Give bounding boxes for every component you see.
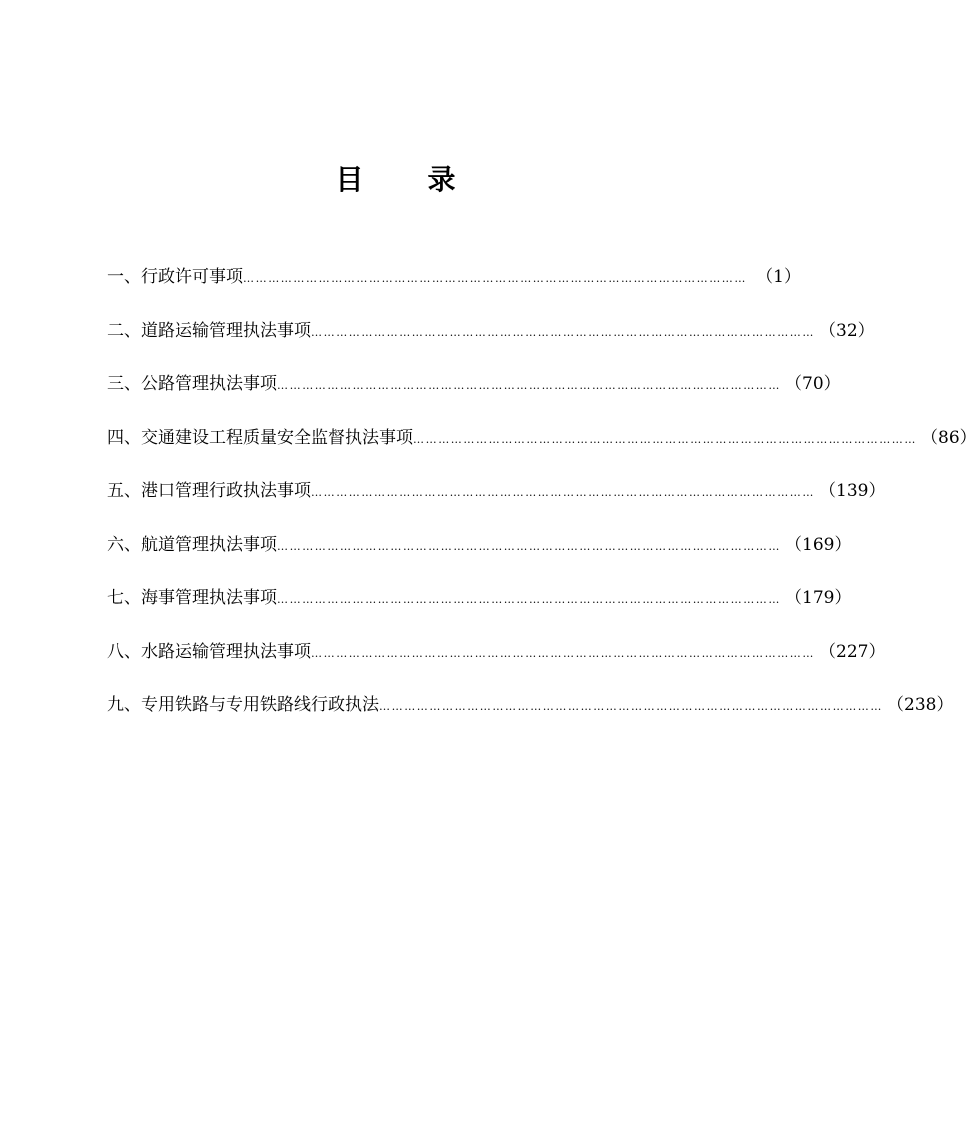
toc-leader-dots: …………………………………………………………………………………………………………: [277, 593, 781, 606]
toc-page-number: （179）: [785, 588, 852, 608]
title-char-2: 录: [427, 163, 458, 196]
toc-page-number: （1）: [756, 267, 801, 287]
toc-page-number: （227）: [819, 641, 886, 662]
toc-page-number: （169）: [785, 534, 852, 555]
toc-entry-2[interactable]: [107, 316, 875, 370]
toc-entry-label: 九、专用铁路与专用铁路线行政执法: [107, 695, 379, 715]
toc-entry-3[interactable]: [107, 369, 841, 423]
title-char-1: 目: [335, 163, 366, 196]
toc-entry-label: 八、水路运输管理执法事项: [107, 641, 311, 662]
toc-page-number: （238）: [887, 695, 954, 715]
page-title: [0, 158, 793, 198]
toc-entry-label: 三、公路管理执法事项: [107, 374, 277, 394]
toc-entry-1[interactable]: [107, 262, 801, 316]
toc-leader-dots: …………………………………………………………………………………………………………: [311, 325, 815, 339]
toc-leader-dots: …………………………………………………………………………………………………………: [379, 700, 883, 713]
toc-entry-8[interactable]: [107, 637, 886, 691]
toc-entry-label: 四、交通建设工程质量安全监督执法事项: [107, 427, 413, 448]
toc-leader-dots: …………………………………………………………………………………………………………: [277, 539, 781, 553]
toc-entry-label: 五、港口管理行政执法事项: [107, 481, 311, 501]
table-of-contents: [107, 262, 977, 744]
toc-page-number: （139）: [819, 481, 886, 501]
toc-page-number: （32）: [819, 320, 875, 341]
toc-entry-label: 七、海事管理执法事项: [107, 588, 277, 608]
toc-leader-dots: …………………………………………………………………………………………………………: [311, 486, 815, 499]
toc-leader-dots: …………………………………………………………………………………………………………: [413, 432, 917, 446]
toc-entry-9[interactable]: [107, 690, 954, 744]
toc-entry-7[interactable]: [107, 583, 852, 637]
toc-entry-label: 六、航道管理执法事项: [107, 534, 277, 555]
toc-entry-6[interactable]: [107, 530, 852, 584]
toc-entry-label: 二、道路运输管理执法事项: [107, 320, 311, 341]
toc-leader-dots: …………………………………………………………………………………………………………: [243, 272, 747, 285]
toc-leader-dots: …………………………………………………………………………………………………………: [277, 379, 781, 392]
toc-entry-4[interactable]: [107, 423, 977, 477]
toc-page-number: （86）: [921, 427, 977, 448]
toc-leader-dots: …………………………………………………………………………………………………………: [311, 646, 815, 660]
toc-page-number: （70）: [785, 374, 841, 394]
toc-entry-5[interactable]: [107, 476, 886, 530]
toc-entry-label: 一、行政许可事项: [107, 267, 243, 287]
